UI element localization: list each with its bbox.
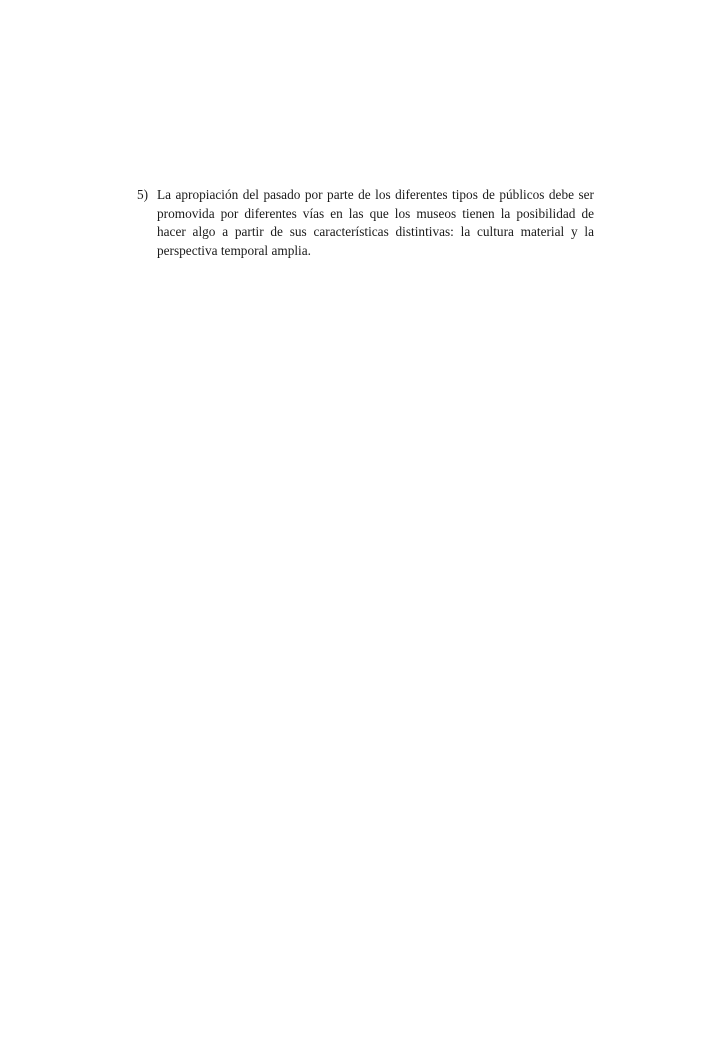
text-line: perspectiva temporal amplia. <box>157 242 311 258</box>
numbered-list-item <box>137 186 594 260</box>
text-line: La apropiación del pasado por parte de los diferentes tipos de públicos debe ser <box>157 187 594 202</box>
list-item-number: 5) <box>137 187 149 202</box>
text-line: hacer algo a partir de sus características distintivas: la cultura material y la <box>157 224 594 240</box>
list-item-text <box>157 186 594 260</box>
text-line: promovida por diferentes vías en las que los museos tienen la posibilidad de <box>157 205 594 221</box>
